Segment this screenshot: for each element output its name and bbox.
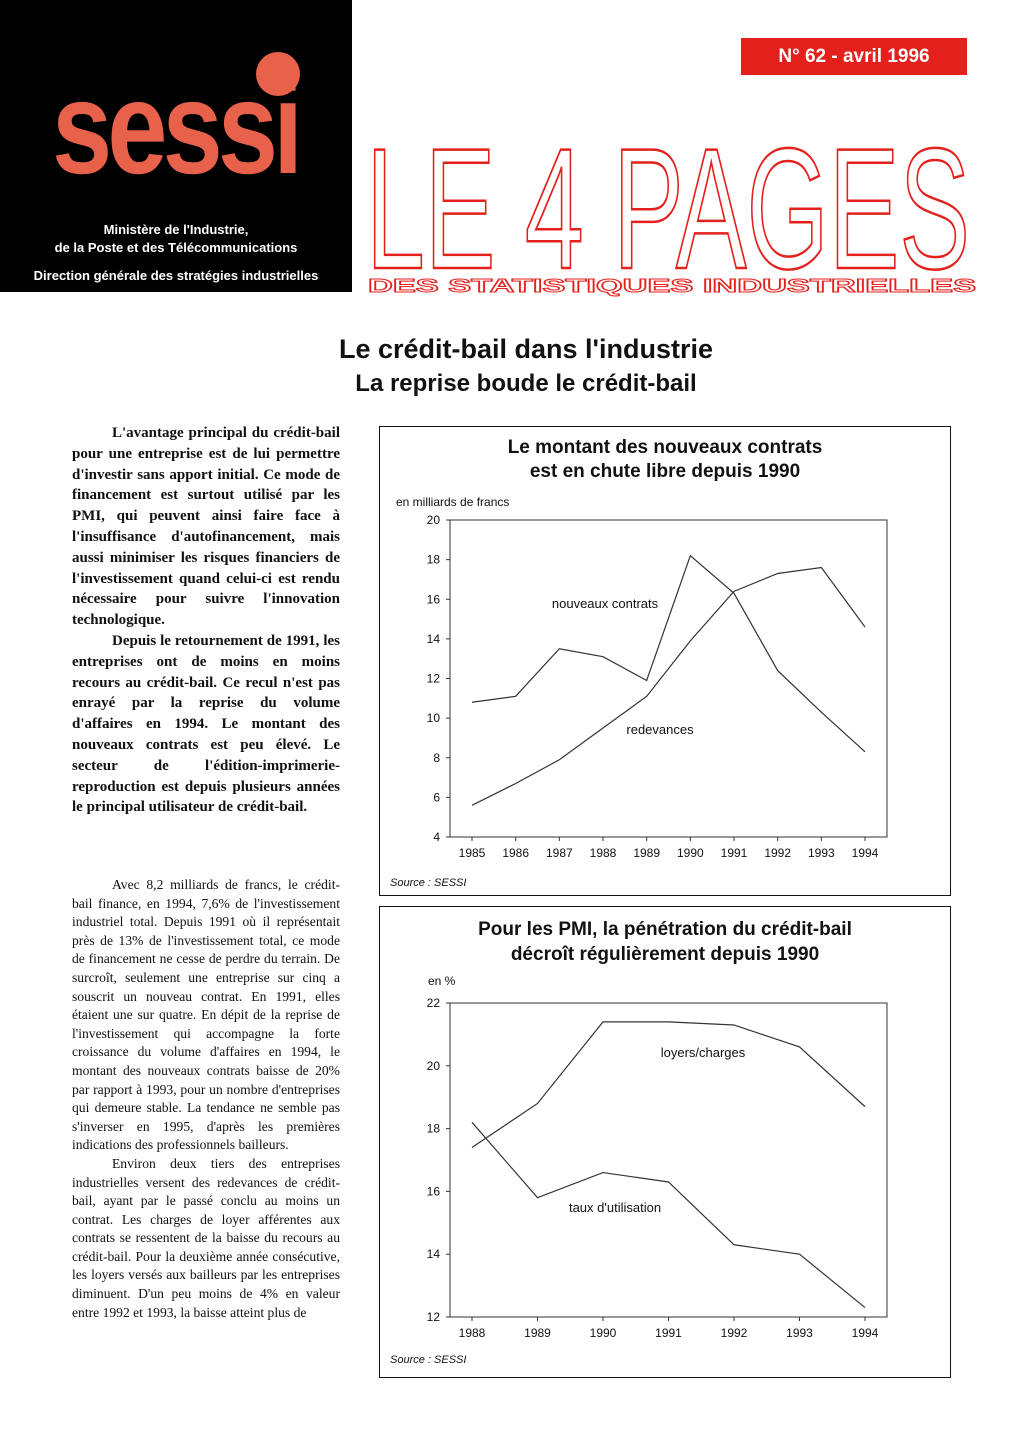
banner <box>0 0 1024 300</box>
body-text <box>72 876 340 1322</box>
x-tick-label: 1989 <box>524 1326 551 1340</box>
article-title: Le crédit-bail dans l'industrie <box>339 334 713 364</box>
series-line <box>472 1122 865 1307</box>
chart-title-line-1: Pour les PMI, la pénétration du crédit-bail <box>478 919 852 940</box>
chart-new-contracts <box>379 426 951 896</box>
body-paragraph: Environ deux tiers des entreprises industrielles versent des redevances de crédit-bail, ayant par le passé conclu au moins un contrat. Les charges de loyer afférentes aux contrats se ressentent de la baisse du recours au crédit-bail. Pour la deuxième année consécutive, les loyers versés aux bailleurs par les entreprises diminuent. D'un peu moins de 4% en valeur entre 1992 et 1993, la baisse atteint plus de <box>72 1155 340 1320</box>
y-tick-label: 8 <box>433 750 440 765</box>
y-tick-label: 4 <box>433 830 440 844</box>
y-tick-label: 12 <box>426 671 440 686</box>
x-tick-label: 1992 <box>764 846 792 860</box>
ministry-line-1: Ministère de l'Industrie, <box>103 222 249 237</box>
sessi-logo: sessi <box>52 54 299 201</box>
x-tick-label: 1990 <box>589 1326 617 1340</box>
x-tick-label: 1991 <box>720 846 748 860</box>
chart-pmi-penetration <box>379 906 951 1378</box>
y-tick-label: 6 <box>433 790 440 805</box>
chart-source: Source : SESSI <box>390 877 467 889</box>
lead-paragraph: Depuis le retournement de 1991, les entreprises ont de moins en moins recours au crédit-bail. Ce recul n'est pas enrayé par la reprise du volume d'affaires en 1994. Le montant des nouveaux contrats est peu élevé. Le secteur de l'édition-imprimerie-reproduction est depuis plusieurs années le principal utilisateur de crédit-bail. <box>72 632 340 816</box>
y-tick-label: 22 <box>426 996 440 1010</box>
series-label: redevances <box>626 722 694 737</box>
x-tick-label: 1985 <box>458 846 486 860</box>
x-tick-label: 1993 <box>807 846 835 860</box>
y-tick-label: 16 <box>426 1184 440 1199</box>
series-line <box>472 1022 865 1148</box>
y-tick-label: 16 <box>426 592 440 607</box>
y-tick-label: 12 <box>426 1310 440 1324</box>
ministry-line-2: de la Poste et des Télécommunications <box>54 240 298 255</box>
x-tick-label: 1987 <box>545 846 573 860</box>
direction-line: Direction générale des stratégies industrielles <box>33 268 319 283</box>
y-tick-label: 18 <box>426 552 440 567</box>
x-tick-label: 1989 <box>633 846 661 860</box>
x-tick-label: 1990 <box>676 846 704 860</box>
x-tick-label: 1994 <box>851 846 879 860</box>
banner-subtitle: DES STATISTIQUES INDUSTRIELLES <box>368 276 976 296</box>
chart-source: Source : SESSI <box>390 1354 467 1366</box>
x-tick-label: 1986 <box>502 846 530 860</box>
series-label: taux d'utilisation <box>568 1200 662 1215</box>
body-paragraph: Avec 8,2 milliards de francs, le crédit-bail finance, en 1994, 7,6% de l'investissement industriel total. Depuis 1991 où il représentait près de 13% de l'investissement total, ce mode de financement ne cesse de perdre du terrain. De surcroît, seulement une entreprise sur cinq a souscrit un nouveau contrat. En 1991, elles étaient une sur quatre. En dépit de la reprise de l'investissement qui accompagne la forte croissance du volume d'affaires en 1994, le montant des nouveaux contrats baisse de 20% par rapport à 1993, pour un nombre d'entreprises qui demeure stable. La tendance ne semble pas s'inverser en 1995, d'après les premières indications des professionnels bailleurs. <box>72 877 340 1153</box>
series-label: nouveaux contrats <box>551 596 659 611</box>
y-tick-label: 14 <box>426 1247 440 1262</box>
y-tick-label: 18 <box>426 1121 440 1136</box>
series-label: loyers/charges <box>660 1045 746 1060</box>
x-tick-label: 1988 <box>458 1326 486 1340</box>
chart-plot <box>380 907 950 1377</box>
x-tick-label: 1993 <box>786 1326 813 1340</box>
banner-title: LE 4 PAGES <box>366 113 970 300</box>
x-tick-label: 1988 <box>589 846 617 860</box>
y-tick-label: 20 <box>426 1058 440 1073</box>
chart-plot <box>380 427 950 895</box>
y-axis-unit: en % <box>428 974 456 988</box>
chart-title-line-2: est en chute libre depuis 1990 <box>529 461 801 482</box>
lead-text <box>72 423 340 818</box>
y-tick-label: 10 <box>426 711 440 726</box>
x-tick-label: 1994 <box>851 1326 879 1340</box>
x-tick-label: 1991 <box>655 1326 682 1340</box>
chart-title-line-1: Le montant des nouveaux contrats <box>507 437 823 458</box>
article-subtitle: La reprise boude le crédit-bail <box>355 370 697 397</box>
y-axis-unit: en milliards de francs <box>396 495 510 509</box>
chart-title-line-2: décroît régulièrement depuis 1990 <box>510 944 820 965</box>
y-tick-label: 14 <box>426 631 440 646</box>
y-tick-label: 20 <box>426 513 440 527</box>
x-tick-label: 1992 <box>720 1326 748 1340</box>
series-line <box>472 568 865 806</box>
issue-badge: N° 62 - avril 1996 <box>741 38 967 75</box>
lead-paragraph: L'avantage principal du crédit-bail pour une entreprise est de lui permettre d'investir sans apport initial. Ce mode de financement est surtout utilisé par les PMI, qui peuvent ainsi faire face à l'insuffisance d'autofinancement, mais aussi minimiser les risques financiers de l'investissement quand celui-ci est rendu nécessaire pour suivre l'innovation technologique. <box>72 425 340 629</box>
